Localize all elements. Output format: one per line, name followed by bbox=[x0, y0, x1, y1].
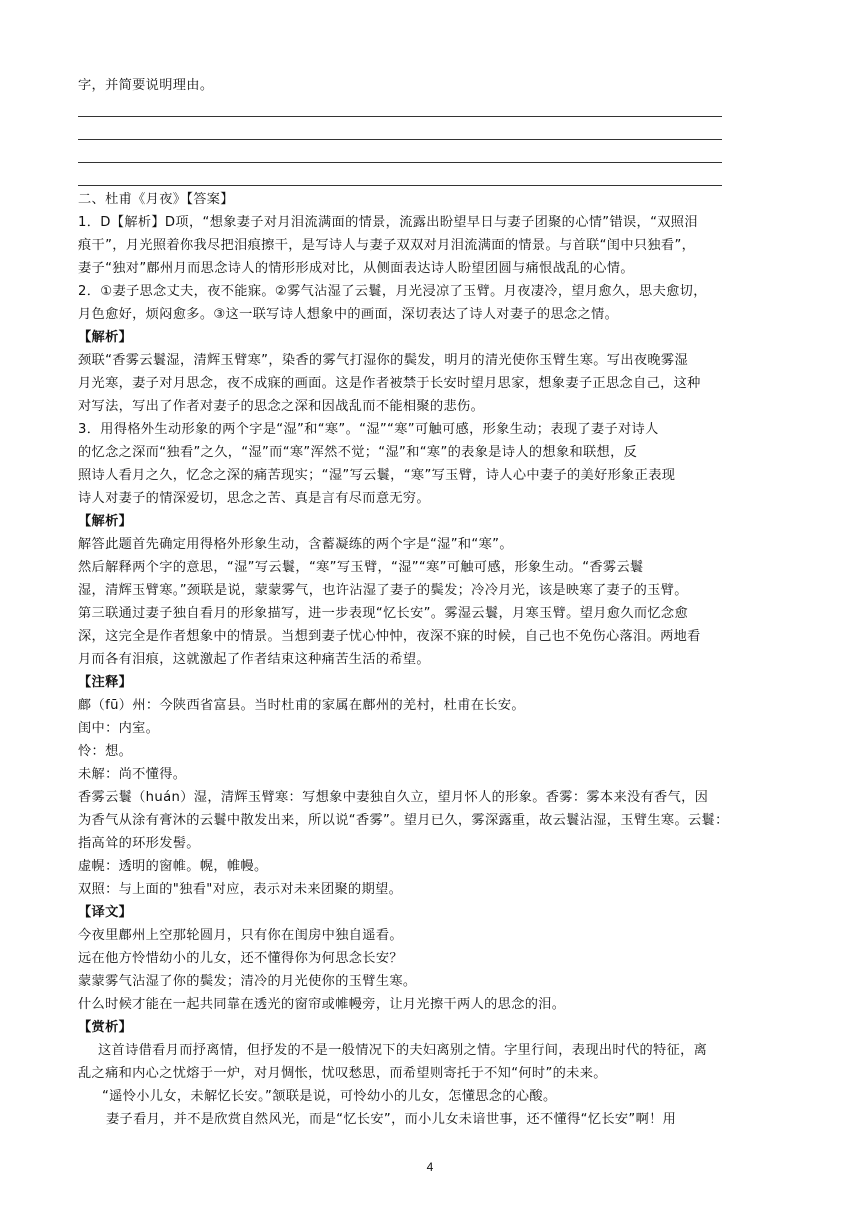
zhushi-line: 指高耸的环形发髻。 bbox=[78, 836, 200, 851]
shangxi-line: 乱之痛和内心之忧熔于一炉，对月惆怅，忧叹愁思，而希望则寄托于不知“何时”的未来。 bbox=[78, 1066, 607, 1081]
zhushi-line: 未解：尚不懂得。 bbox=[78, 767, 187, 782]
zhushi-line: 怜：想。 bbox=[78, 744, 133, 759]
jiexi1-line: 月光寒，妻子对月思念，夜不成寐的画面。这是作者被禁于长安时望月思家，想象妻子正思念自己，这种 bbox=[78, 376, 701, 391]
jiexi2-line: 解答此题首先确定用得格外形象生动，含蓄凝练的两个字是“湿”和“寒”。 bbox=[78, 537, 513, 552]
answer-line-2 bbox=[78, 139, 722, 140]
yiwen-line: 什么时候才能在一起共同靠在透光的窗帘或帷幔旁，让月光擦干两人的思念的泪。 bbox=[78, 997, 566, 1012]
jiexi2-line: 然后解释两个字的意思，“湿”写云鬟，“寒”写玉臂，“湿”“寒”可触可感，形象生动。“香雾云鬟 bbox=[78, 560, 644, 575]
jiexi1-line: 对写法，写出了作者对妻子的思念之深和因战乱而不能相聚的悲伤。 bbox=[78, 399, 485, 414]
jiexi2-line: 深，这完全是作者想象中的情景。当想到妻子忧心忡忡，夜深不寐的时候，自己也不免伤心落泪。两地看 bbox=[78, 629, 701, 644]
yiwen-line: 蒙蒙雾气沾湿了你的鬓发；清冷的月光使你的玉臂生寒。 bbox=[78, 974, 417, 989]
shangxi-line: 妻子看月，并不是欣赏自然风光，而是“忆长安”，而小儿女未谙世事，还不懂得“忆长安”啊！用 bbox=[106, 1112, 677, 1127]
jiexi2-line: 湿，清辉玉臂寒。”颈联是说，蒙蒙雾气，也许沾湿了妻子的鬓发；冷冷月光，该是映寒了妻子的玉臂。 bbox=[78, 583, 688, 598]
jiexi2-line: 第三联通过妻子独自看月的形象描写，进一步表现“忆长安”。雾湿云鬟，月寒玉臂。望月愈久而忆念愈 bbox=[78, 606, 689, 621]
zhushi-line: 双照：与上面的"独看"对应，表示对未来团聚的期望。 bbox=[78, 882, 403, 897]
q3-line: 照诗人看月之久，忆念之深的痛苦现实；“湿”写云鬟，“寒”写玉臂，诗人心中妻子的美好形象正表现 bbox=[78, 468, 676, 483]
q3-line: 3．用得格外生动形象的两个字是“湿”和“寒”。“湿”“寒”可触可感，形象生动；表现了妻子对诗人 bbox=[78, 422, 659, 437]
zhushi-label: 【注释】 bbox=[78, 675, 133, 690]
zhushi-line: 香雾云鬟（huán）湿，清辉玉臂寒：写想象中妻独自久立，望月怀人的形象。香雾：雾本来没有香气，因 bbox=[78, 790, 709, 805]
answer-header: 二、杜甫《月夜》【答案】 bbox=[78, 192, 234, 207]
q1-line: 痕干”，月光照着你我尽把泪痕擦干，是写诗人与妻子双双对月泪流满面的情景。与首联“闺中只独看”， bbox=[78, 238, 696, 253]
zhushi-line: 鄜（fū）州：今陕西省富县。当时杜甫的家属在鄜州的羌村，杜甫在长安。 bbox=[78, 698, 525, 713]
jiexi-label: 【解析】 bbox=[78, 330, 133, 345]
zhushi-line: 闺中：内室。 bbox=[78, 721, 160, 736]
zhushi-line: 为香气从涂有膏沐的云鬟中散发出来，所以说“香雾”。望月已久，雾深露重，故云鬟沾湿，玉臂生寒。云鬟： bbox=[78, 813, 729, 828]
q2-line: 2．①妻子思念丈夫，夜不能寐。②雾气沾湿了云鬟，月光浸凉了玉臂。月夜凄冷，望月愈久，思夫愈切， bbox=[78, 284, 707, 299]
q1-line: 妻子“独对”鄜州月而思念诗人的情形形成对比，从侧面表达诗人盼望团圆与痛恨战乱的心情。 bbox=[78, 261, 634, 276]
q1-line: 1．D【解析】D项，“想象妻子对月泪流满面的情景，流露出盼望早日与妻子团聚的心情”错误，“双照泪 bbox=[78, 215, 698, 230]
question-tail: 字，并简要说明理由。 bbox=[78, 78, 214, 93]
q3-line: 诗人对妻子的情深爱切，思念之苦、真是言有尽而意无穷。 bbox=[78, 491, 430, 506]
answer-line-1 bbox=[78, 116, 722, 117]
shangxi-label: 【赏析】 bbox=[78, 1020, 133, 1035]
answer-line-4 bbox=[78, 185, 722, 186]
jiexi1-line: 颈联“香雾云鬟湿，清辉玉臂寒”，染香的雾气打湿你的鬓发，明月的清光使你玉臂生寒。写出夜晚雾湿 bbox=[78, 353, 689, 368]
yiwen-line: 远在他方怜惜幼小的儿女，还不懂得你为何思念长安？ bbox=[78, 951, 403, 966]
page-number: 4 bbox=[426, 1160, 434, 1174]
zhushi-line: 虚幌：透明的窗帷。幌，帷幔。 bbox=[78, 859, 268, 874]
jiexi-label: 【解析】 bbox=[78, 514, 133, 529]
answer-line-3 bbox=[78, 162, 722, 163]
q3-line: 的忆念之深而“独看”之久，“湿”而“寒”浑然不觉；“湿”和“寒”的表象是诗人的想象和联想，反 bbox=[78, 445, 638, 460]
shangxi-line: 这首诗借看月而抒离情，但抒发的不是一般情况下的夫妇离别之情。字里行间，表现出时代的特征，离 bbox=[98, 1043, 708, 1058]
yiwen-label: 【译文】 bbox=[78, 905, 133, 920]
jiexi2-line: 月而各有泪痕，这就激起了作者结束这种痛苦生活的希望。 bbox=[78, 652, 430, 667]
yiwen-line: 今夜里鄜州上空那轮圆月，只有你在闺房中独自遥看。 bbox=[78, 928, 403, 943]
q2-line: 月色愈好，烦闷愈多。③这一联写诗人想象中的画面，深切表达了诗人对妻子的思念之情。 bbox=[78, 307, 619, 322]
shangxi-line: “遥怜小儿女，未解忆长安。”颔联是说，可怜幼小的儿女，怎懂思念的心酸。 bbox=[102, 1089, 557, 1104]
